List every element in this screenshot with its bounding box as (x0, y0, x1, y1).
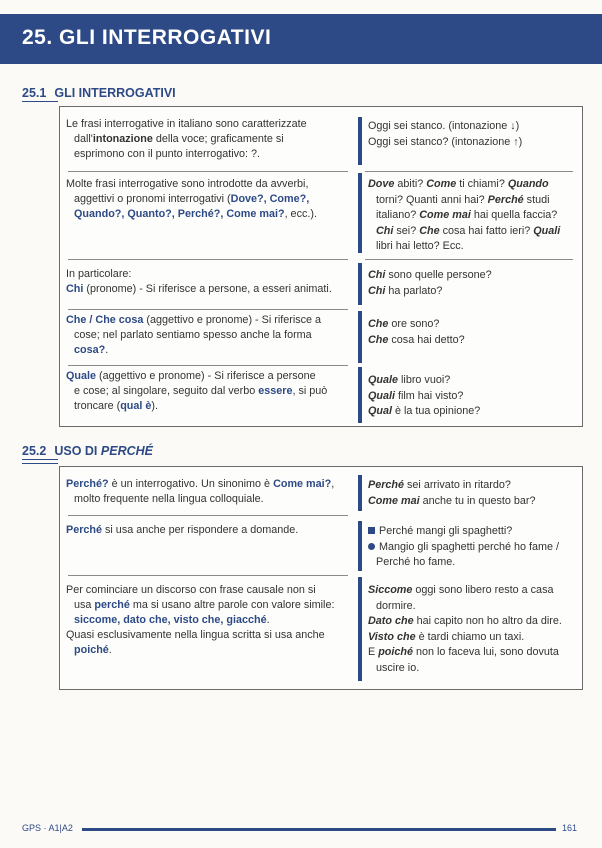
text: dormire. (376, 599, 416, 612)
keyword: Chi (376, 224, 394, 237)
keyword: Quali (533, 224, 561, 237)
text: Per cominciare un discorso con frase causale non si (66, 584, 316, 596)
text: hai capito non ho altro da dire. (413, 615, 562, 627)
rule-text (66, 477, 358, 507)
chapter-title: 25. GLI INTERROGATIVI (22, 26, 272, 49)
keyword: Che (368, 333, 389, 346)
keyword: Che / Che cosa (66, 314, 144, 326)
square-bullet-icon (368, 527, 375, 534)
section-title: GLI INTERROGATIVI (54, 86, 176, 100)
text: Le frasi interrogative in italiano sono caratterizzate (66, 118, 307, 130)
keyword: Chi (66, 283, 84, 295)
row-divider (365, 259, 573, 260)
keyword: Qual (368, 405, 392, 417)
row-divider (68, 365, 348, 366)
section-title: USO DI (54, 444, 101, 458)
example-text (368, 524, 580, 571)
example-text (368, 317, 580, 348)
example: Mangio gli spaghetti perché ho fame / (379, 540, 560, 553)
section-number: 25.1 (22, 86, 47, 100)
keyword: essere (258, 385, 293, 397)
section-heading-25-1 (22, 86, 176, 100)
section-number: 25.2 (22, 444, 47, 458)
text: hai quella faccia? (470, 209, 558, 221)
rule-text (66, 369, 358, 414)
row-divider (365, 171, 573, 172)
text: libri hai letto? Ecc. (376, 240, 464, 252)
row-divider (68, 171, 348, 172)
example-bar (358, 475, 362, 511)
text: sei? (393, 224, 420, 237)
text: ore sono? (388, 318, 440, 330)
text: Molte frasi interrogative sono introdotte da avverbi, (66, 178, 309, 190)
example-text (368, 119, 580, 150)
rule-text (66, 117, 358, 162)
keyword: Quale (368, 374, 399, 386)
keyword: Siccome (368, 584, 413, 596)
keyword: cosa? (74, 344, 106, 356)
keyword: Perché? (66, 478, 109, 490)
keyword: Dove (368, 178, 395, 190)
text: torni? Quanti anni hai? (376, 193, 488, 206)
rule-text (66, 583, 358, 658)
rule-text (66, 177, 358, 222)
keyword: Come mai (368, 494, 420, 507)
keyword: Quando (507, 178, 549, 190)
text: In particolare: (66, 268, 132, 280)
text: (pronome) - Si riferisce a persone, a esseri animati. (83, 283, 332, 295)
keyword: Visto che (368, 630, 416, 643)
example-text (368, 583, 580, 676)
text: esprimono con il punto interrogativo: ?. (74, 148, 261, 160)
text: libro vuoi? (398, 374, 451, 386)
example-text (368, 478, 580, 509)
grammar-table-2 (59, 466, 583, 690)
example-bar (358, 263, 362, 305)
text: aggettivi o pronomi interrogativi ( (74, 193, 231, 205)
section-rule (22, 459, 58, 460)
text: sei arrivato in ritardo? (404, 479, 511, 491)
section-title-emphasis: PERCHÉ (100, 444, 153, 458)
example-text (368, 373, 580, 420)
text: , (331, 478, 335, 490)
circle-bullet-icon (368, 543, 375, 550)
keyword: Perché (368, 479, 405, 491)
page-number: 161 (562, 823, 578, 833)
text: abiti? (394, 178, 427, 190)
text: film hai visto? (395, 389, 464, 402)
keyword: Come mai (419, 209, 471, 221)
text: della voce; graficamente si (152, 133, 284, 145)
book-label: GPS · A1|A2 (22, 823, 73, 833)
example: Perché mangi gli spaghetti? (379, 525, 513, 537)
text: e cose; al singolare, seguito dal verbo (74, 385, 259, 397)
example-bar (358, 117, 362, 165)
text: . (266, 614, 270, 626)
example-bar (358, 367, 362, 423)
keyword: Dato che (368, 615, 414, 627)
rule-text (66, 313, 358, 358)
section-heading-25-2 (22, 444, 153, 458)
text: italiano? (376, 209, 420, 221)
rule-text (66, 267, 358, 297)
keyword: Dove?, Come?, (230, 193, 310, 205)
keyword: Quale (66, 370, 97, 382)
keyword: Quali (368, 389, 395, 402)
keyword: qual è (120, 400, 152, 412)
text: oggi sono libero resto a casa (412, 584, 554, 596)
row-divider (68, 515, 348, 516)
text: sono quelle persone? (385, 269, 492, 281)
keyword: poiché (378, 646, 413, 658)
keyword: Perché (487, 193, 524, 206)
text: ha parlato? (385, 284, 443, 297)
text: ). (151, 400, 159, 412)
text: . (108, 644, 112, 656)
example-text (368, 268, 580, 299)
keyword: Chi (368, 284, 386, 297)
example-text (368, 177, 580, 255)
text: si usa anche per rispondere a domande. (102, 524, 299, 536)
text: uscire io. (376, 661, 420, 674)
keyword: intonazione (92, 133, 153, 145)
row-divider (68, 575, 348, 576)
text: ma si usano altre parole con valore simile: (129, 599, 335, 611)
text: è la tua opinione? (392, 405, 481, 417)
example: Oggi sei stanco? (intonazione ↑) (368, 135, 523, 148)
example: Perché ho fame. (376, 556, 456, 568)
keyword: perché (94, 599, 130, 611)
keyword: Quando?, Quanto?, Perché?, Come mai? (74, 208, 285, 220)
text: , ecc.). (284, 208, 317, 220)
text: dall' (74, 133, 93, 145)
section-rule (22, 101, 58, 102)
footer-rule (82, 828, 556, 831)
text: (aggettivo e pronome) - Si riferisce a persone (96, 370, 316, 382)
keyword: Come (426, 178, 457, 190)
keyword: Che (419, 224, 440, 237)
row-divider (68, 309, 348, 310)
grammar-table-1 (59, 106, 583, 427)
text: molto frequente nella lingua colloquiale. (74, 493, 264, 505)
row-divider (68, 259, 348, 260)
text: è tardi chiamo un taxi. (415, 630, 525, 643)
text: non lo faceva lui, sono dovuta (413, 646, 559, 658)
text: E (368, 646, 379, 658)
keyword: siccome, dato che, visto che, giacché (74, 614, 267, 626)
text: troncare ( (74, 400, 121, 412)
text: è un interrogativo. Un sinonimo è (108, 478, 274, 490)
text: anche tu in questo bar? (419, 494, 536, 507)
text: usa (74, 599, 95, 611)
example-bar (358, 173, 362, 253)
text: cose; nel parlato sentiamo spesso anche la forma (74, 329, 312, 341)
text: (aggettivo e pronome) - Si riferisce a (143, 314, 322, 326)
keyword: Chi (368, 269, 386, 281)
text: cosa hai detto? (388, 333, 465, 346)
example-bar (358, 521, 362, 571)
example-bar (358, 311, 362, 363)
text: Quasi esclusivamente nella lingua scritta si usa anche (66, 629, 325, 641)
example-bar (358, 577, 362, 681)
keyword: poiché (74, 644, 109, 656)
text: , si può (292, 385, 328, 397)
text: . (105, 344, 109, 356)
keyword: Perché (66, 524, 103, 536)
text: studi (523, 193, 550, 206)
rule-text (66, 523, 358, 538)
example: Oggi sei stanco. (intonazione ↓) (368, 120, 520, 132)
keyword: Come mai? (273, 478, 332, 490)
keyword: Che (368, 318, 389, 330)
text: cosa hai fatto ieri? (439, 224, 534, 237)
section-rule (22, 463, 58, 464)
chapter-header (0, 14, 602, 64)
text: ti chiami? (456, 178, 508, 190)
